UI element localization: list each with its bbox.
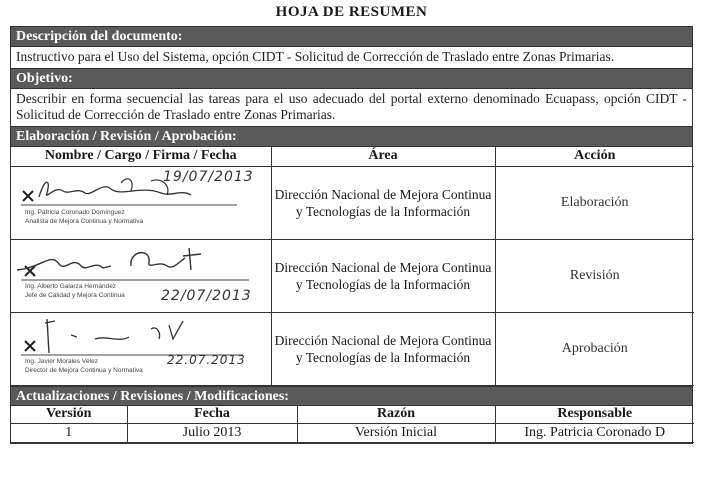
table-row	[11, 239, 694, 312]
column-header-responsable: Responsable	[495, 406, 694, 424]
action-cell: Elaboración	[495, 166, 694, 239]
version-cell: 1	[11, 424, 127, 443]
action-cell: Revisión	[495, 239, 694, 312]
table-row	[11, 424, 694, 443]
responsible-cell: Ing. Patricia Coronado D	[495, 424, 694, 443]
signature-date: 22.07.2013	[167, 352, 246, 367]
description-text: Instructivo para el Uso del Sistema, opción CIDT - Solicitud de Corrección de Traslado entre Zonas Primarias.	[11, 47, 692, 69]
signature-cell	[11, 166, 271, 239]
signature-date: 19/07/2013	[163, 168, 254, 185]
approval-table	[11, 147, 694, 386]
signature-cell	[11, 312, 271, 385]
column-header-fecha: Fecha	[127, 406, 297, 424]
column-header-accion: Acción	[495, 147, 694, 166]
signature-cell	[11, 239, 271, 312]
summary-sheet	[10, 26, 693, 444]
signer-name: Ing. Alberto Galarza Hernández	[25, 282, 117, 290]
area-cell: Dirección Nacional de Mejora Continua y Tecnologías de la Información	[271, 312, 495, 385]
table-row	[11, 312, 694, 385]
updates-header: Actualizaciones / Revisiones / Modificaciones:	[11, 386, 692, 406]
date-cell: Julio 2013	[127, 424, 297, 443]
page-title: HOJA DE RESUMEN	[275, 4, 428, 20]
signature-date: 22/07/2013	[161, 287, 252, 304]
description-header: Descripción del documento:	[11, 27, 692, 47]
area-cell: Dirección Nacional de Mejora Continua y Tecnologías de la Información	[271, 239, 495, 312]
objective-header: Objetivo:	[11, 69, 692, 89]
reason-cell: Versión Inicial	[297, 424, 495, 443]
objective-text: Describir en forma secuencial las tareas para el uso adecuado del portal externo denominado Ecuapass, opción CIDT - Solicitud de Corrección de Traslado entre Zonas Primarias.	[11, 89, 692, 127]
signer-role: Analista de Mejora Continua y Normativa	[25, 217, 144, 225]
signer-role: Director de Mejora Continua y Normativa	[25, 366, 143, 374]
column-header-nombre: Nombre / Cargo / Firma / Fecha	[11, 147, 271, 166]
column-header-razon: Razón	[297, 406, 495, 424]
column-header-version: Versión	[11, 406, 127, 424]
table-row	[11, 166, 694, 239]
signer-name: Ing. Javier Morales Vélez	[25, 357, 98, 365]
column-header-area: Área	[271, 147, 495, 166]
handwritten-signature-3	[11, 313, 269, 386]
approval-header: Elaboración / Revisión / Aprobación:	[11, 127, 692, 147]
updates-table	[11, 406, 694, 444]
signer-role: Jefe de Calidad y Mejora Continua	[25, 291, 125, 299]
action-cell: Aprobación	[495, 312, 694, 385]
signer-name: Ing. Patricia Coronado Domínguez	[25, 208, 125, 216]
area-cell: Dirección Nacional de Mejora Continua y Tecnologías de la Información	[271, 166, 495, 239]
